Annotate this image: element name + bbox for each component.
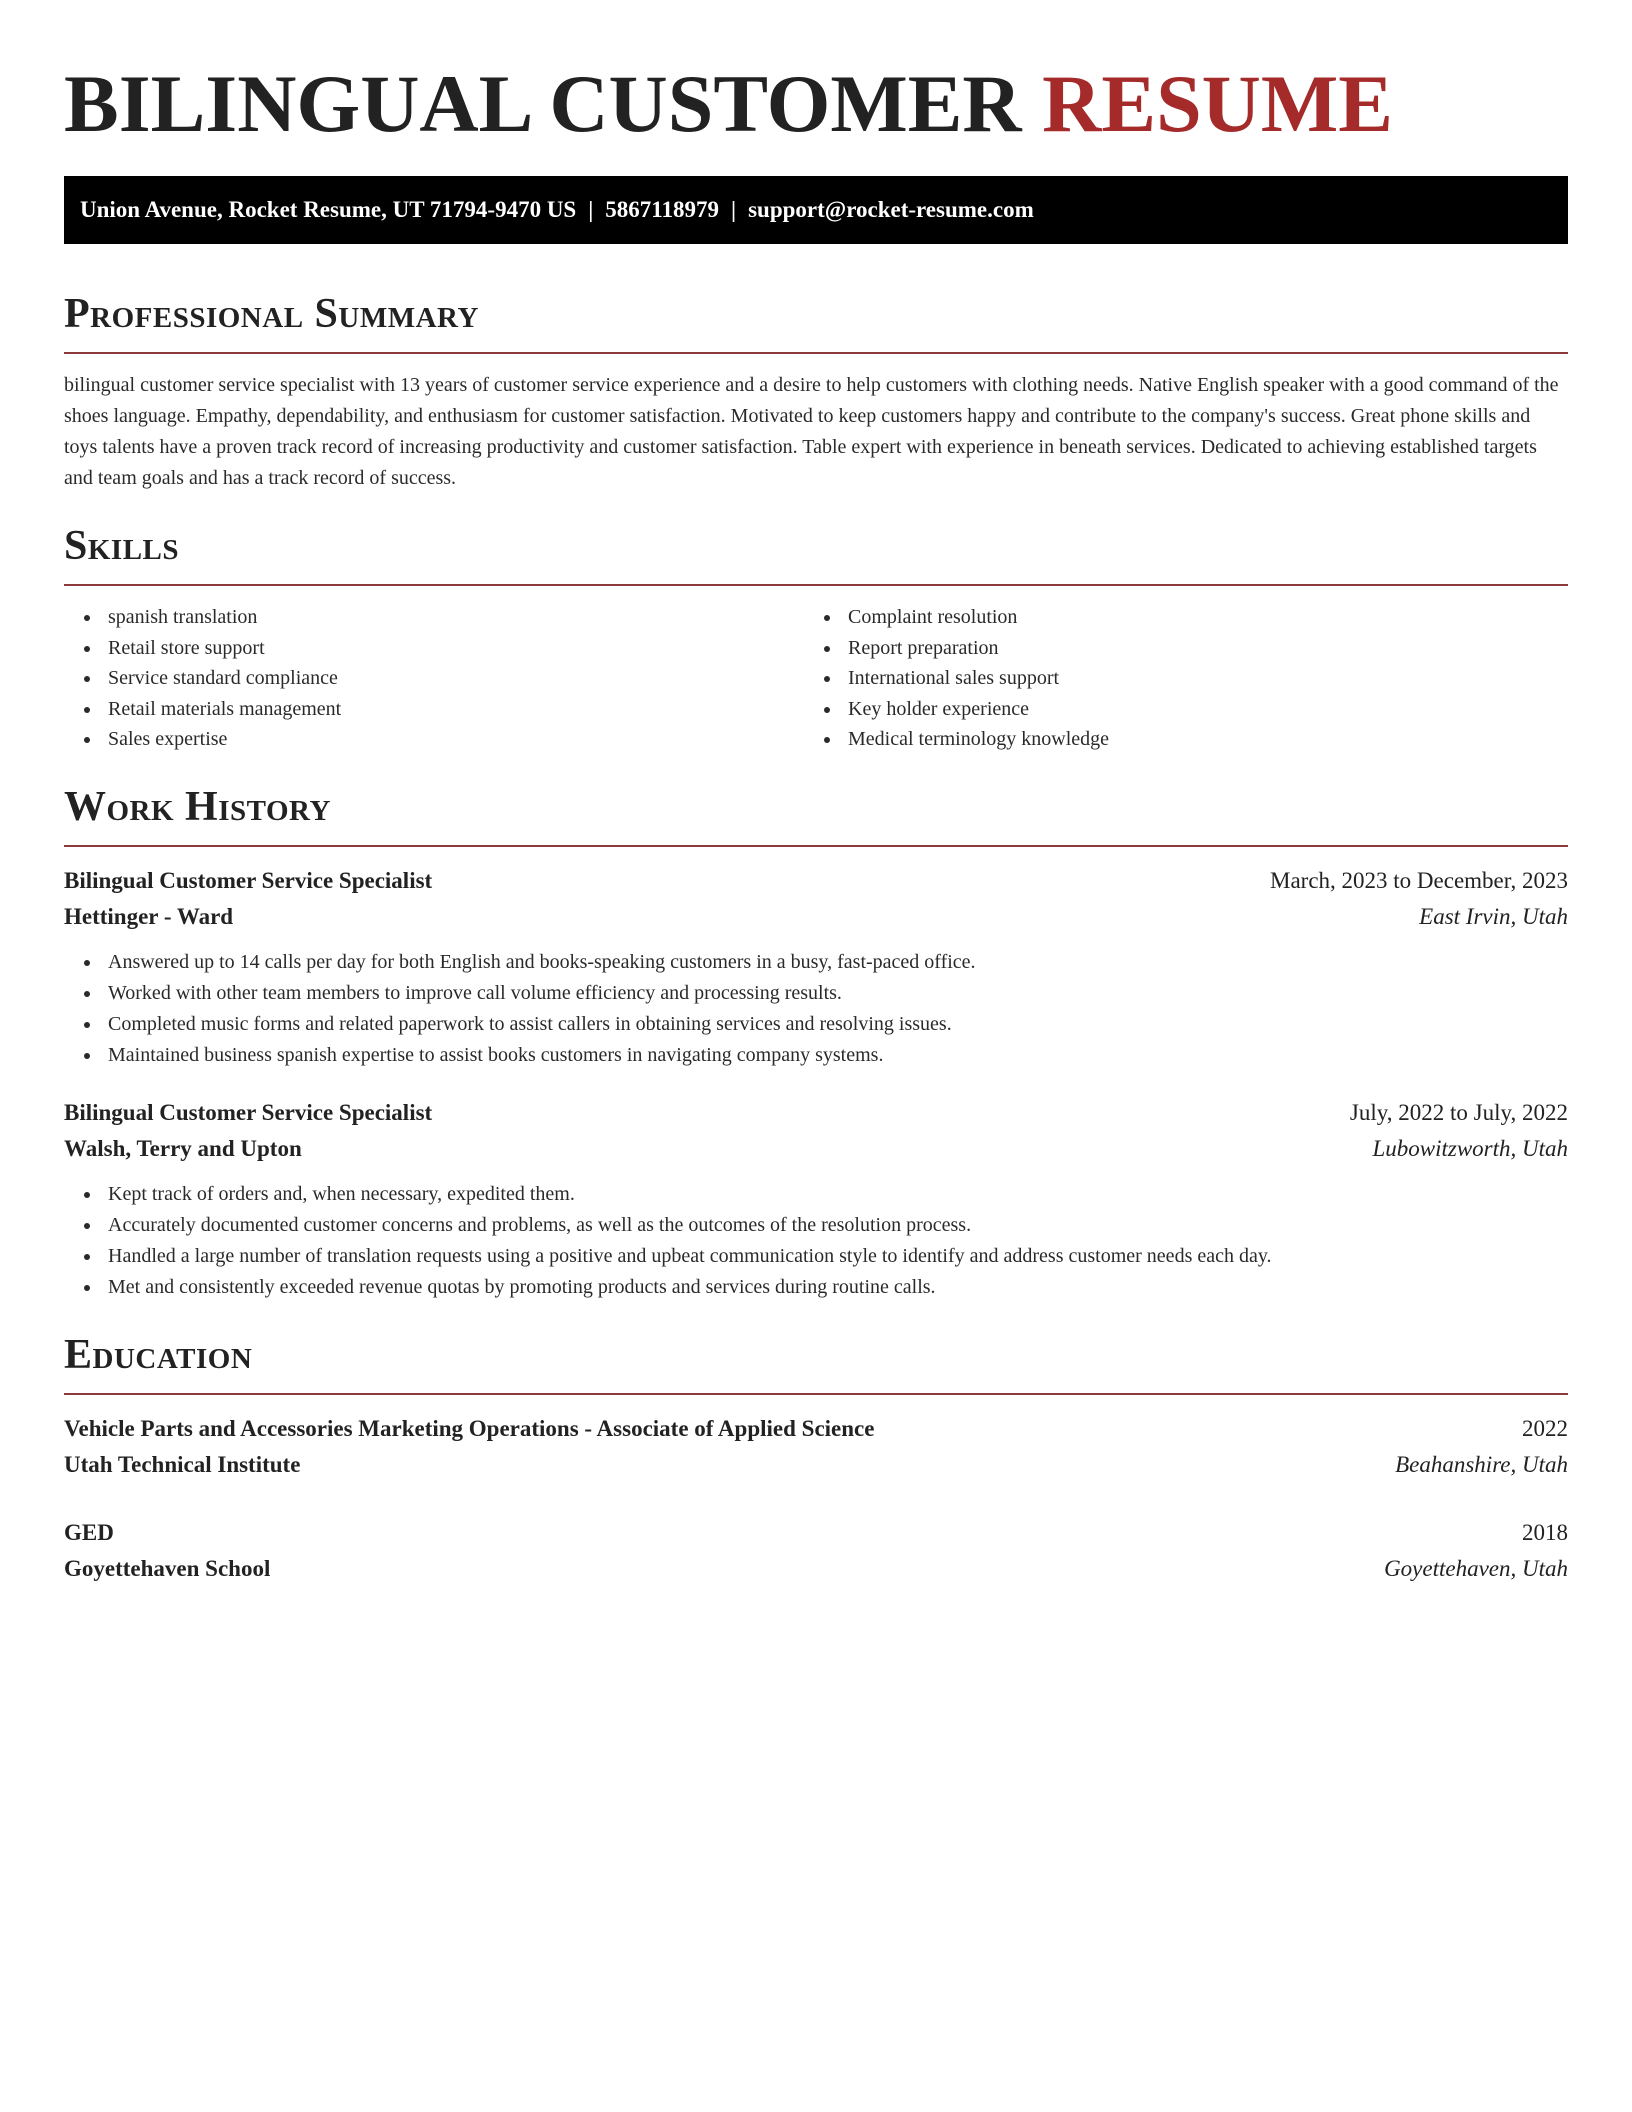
job-dates: March, 2023 to December, 2023 — [1270, 867, 1568, 893]
job-entry — [64, 863, 1568, 1071]
contact-email[interactable]: support@rocket-resume.com — [748, 197, 1034, 222]
skill-item: Complaint resolution — [848, 602, 1544, 633]
education-year: 2018 — [1522, 1519, 1568, 1545]
skill-item: Sales expertise — [108, 724, 804, 755]
education-school-row — [64, 1447, 1568, 1483]
skill-item: spanish translation — [108, 602, 804, 633]
job-company: Walsh, Terry and Upton — [64, 1135, 302, 1161]
skills-heading: Skills — [64, 523, 180, 569]
work-history-heading: Work History — [64, 783, 331, 830]
education-section — [64, 1329, 1568, 1587]
summary-heading: Professional Summary — [64, 291, 479, 337]
skill-item: Service standard compliance — [108, 663, 804, 694]
title-main: BILINGUAL CUSTOMER — [64, 58, 1043, 149]
summary-section — [64, 288, 1568, 494]
job-bullet: Accurately documented customer concerns and problems, as well as the outcomes of the resolution process. — [108, 1210, 1568, 1241]
job-dates: July, 2022 to July, 2022 — [1349, 1099, 1568, 1125]
education-heading: Education — [64, 1331, 253, 1378]
section-divider — [64, 845, 1568, 847]
job-location: East Irvin, Utah — [1419, 903, 1568, 929]
job-bullet: Answered up to 14 calls per day for both English and books-speaking customers in a busy, fast-paced office. — [108, 947, 1568, 978]
section-divider — [64, 1393, 1568, 1395]
skill-item: Retail store support — [108, 633, 804, 664]
contact-bar — [64, 176, 1568, 244]
education-year: 2022 — [1522, 1415, 1568, 1441]
job-bullet: Met and consistently exceeded revenue quotas by promoting products and services during routine calls. — [108, 1272, 1568, 1303]
contact-phone[interactable]: 5867118979 — [605, 197, 720, 222]
skills-column-left — [64, 602, 804, 755]
skill-item: Retail materials management — [108, 694, 804, 725]
education-degree-row — [64, 1515, 1568, 1551]
job-title: Bilingual Customer Service Specialist — [64, 1099, 433, 1125]
education-location: Goyettehaven, Utah — [1384, 1555, 1568, 1581]
contact-address: Union Avenue, Rocket Resume, UT 71794-9470 US — [80, 197, 577, 222]
education-degree: GED — [64, 1519, 114, 1545]
contact-separator: | — [588, 197, 594, 222]
education-location: Beahanshire, Utah — [1395, 1451, 1568, 1477]
job-bullet: Maintained business spanish expertise to assist books customers in navigating company systems. — [108, 1040, 1568, 1071]
job-header-row — [64, 863, 1568, 899]
skill-item: International sales support — [848, 663, 1544, 694]
section-divider — [64, 352, 1568, 354]
job-company: Hettinger - Ward — [64, 903, 234, 929]
skill-item: Key holder experience — [848, 694, 1544, 725]
skills-section — [64, 520, 1568, 755]
section-divider — [64, 584, 1568, 586]
skill-item: Report preparation — [848, 633, 1544, 664]
contact-separator: | — [731, 197, 737, 222]
education-degree-row — [64, 1411, 1568, 1447]
job-bullets — [64, 1179, 1568, 1303]
summary-text: bilingual customer service specialist with 13 years of customer service experience and a desire to help customers with clothing needs. Native English speaker with a good command of the shoes language. Empathy, dependability, and enthusiasm for customer satisfaction. Motivated to keep customers happy and contribute to the company's success. Great phone skills and toys talents have a proven track record of increasing productivity and customer satisfaction. Table expert with experience in beneath services. Dedicated to achieving established targets and team goals and has a track record of success. — [64, 374, 1559, 489]
work-history-section — [64, 781, 1568, 1303]
job-bullet: Completed music forms and related paperwork to assist callers in obtaining services and resolving issues. — [108, 1009, 1568, 1040]
skills-columns — [64, 602, 1568, 755]
job-header-row — [64, 1095, 1568, 1131]
skills-column-right — [804, 602, 1544, 755]
education-school: Goyettehaven School — [64, 1555, 271, 1581]
job-company-row — [64, 899, 1568, 935]
job-bullets — [64, 947, 1568, 1071]
job-title: Bilingual Customer Service Specialist — [64, 867, 433, 893]
resume-title — [64, 54, 1568, 154]
title-accent: RESUME — [1042, 58, 1393, 149]
job-location: Lubowitzworth, Utah — [1372, 1135, 1568, 1161]
skill-item: Medical terminology knowledge — [848, 724, 1544, 755]
job-bullet: Kept track of orders and, when necessary, expedited them. — [108, 1179, 1568, 1210]
job-bullet: Handled a large number of translation requests using a positive and upbeat communication style to identify and address customer needs each day. — [108, 1241, 1568, 1272]
education-school-row — [64, 1551, 1568, 1587]
job-company-row — [64, 1131, 1568, 1167]
job-entry — [64, 1095, 1568, 1303]
education-degree: Vehicle Parts and Accessories Marketing Operations - Associate of Applied Science — [64, 1415, 875, 1441]
education-entry — [64, 1515, 1568, 1587]
education-entry — [64, 1411, 1568, 1483]
education-school: Utah Technical Institute — [64, 1451, 301, 1477]
job-bullet: Worked with other team members to improve call volume efficiency and processing results. — [108, 978, 1568, 1009]
